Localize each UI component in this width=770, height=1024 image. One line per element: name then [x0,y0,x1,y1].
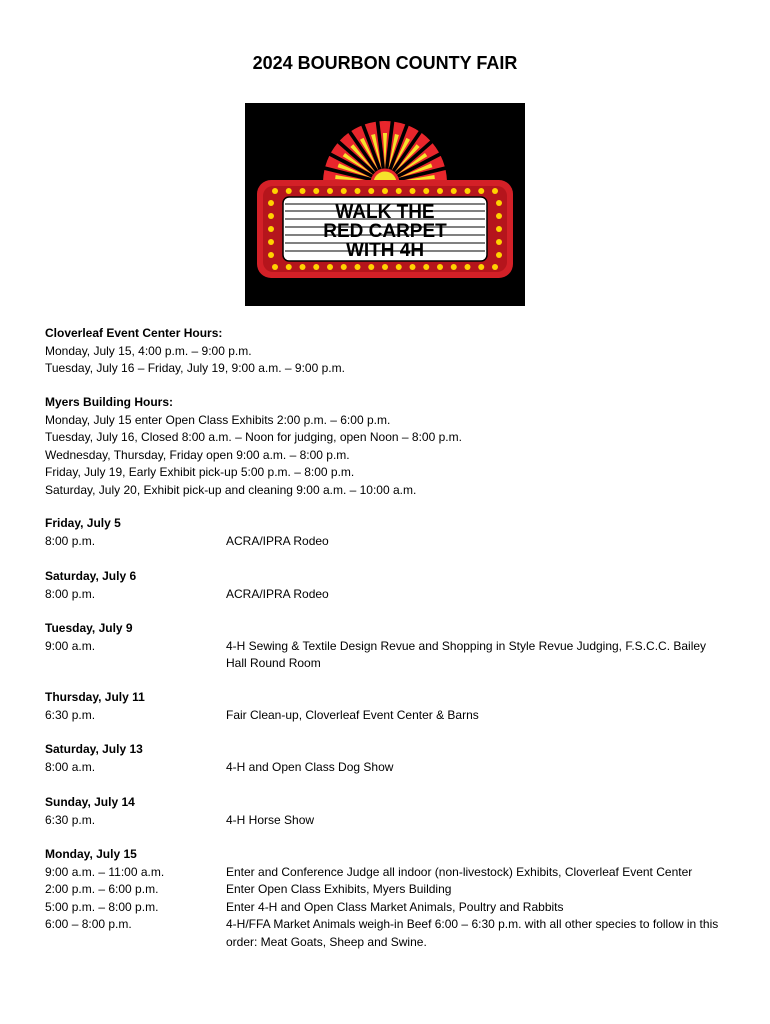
marquee-light [355,188,361,194]
event-time: 8:00 p.m. [45,586,96,601]
marquee-light [492,188,498,194]
event-description: 4-H Horse Show [226,812,315,827]
event-time: 8:00 p.m. [45,533,96,548]
marquee-light [341,188,347,194]
event-row [45,916,735,951]
marquee-light [327,188,333,194]
event-day-heading: Thursday, July 11 [45,690,145,704]
myers-hours-line: Friday, July 19, Early Exhibit pick-up 5:00 p.m. – 8:00 p.m. [45,465,355,479]
event-day-block [45,515,735,550]
event-time: 5:00 p.m. – 8:00 p.m. [45,899,159,914]
marquee-light [396,264,402,270]
marquee-light [268,252,274,258]
event-row [45,812,735,830]
marquee-light [496,252,502,258]
event-day-block [45,568,735,603]
event-time: 2:00 p.m. – 6:00 p.m. [45,882,159,896]
marquee-light [268,226,274,232]
event-day-block [45,794,735,829]
marquee-light [423,264,429,270]
marquee-light [268,239,274,245]
marquee-light [341,264,347,270]
event-time: 9:00 a.m. [45,638,96,653]
event-description: 4-H Sewing & Textile Design Revue and Shopping in Style Revue Judging, F.S.C.C. Bailey Hall Round Room [226,638,707,670]
event-row [45,586,735,604]
event-row [45,899,735,917]
event-description: Enter and Conference Judge all indoor (non-livestock) Exhibits, Cloverleaf Event Center [226,864,693,879]
marquee-light [451,264,457,270]
event-time: 8:00 a.m. [45,759,96,774]
page-title: 2024 BOURBON COUNTY FAIR [252,53,518,73]
event-day-block [45,741,735,776]
event-description: Fair Clean-up, Cloverleaf Event Center & Barns [226,707,479,722]
marquee-light [368,188,374,194]
event-day-block [45,846,735,951]
marquee-light [465,264,471,270]
marquee-light [382,188,388,194]
marquee-light [286,264,292,270]
event-row [45,759,735,777]
cloverleaf-hours-line: Tuesday, July 16 – Friday, July 19, 9:00 a.m. – 9:00 p.m. [45,361,345,375]
marquee-light [410,264,416,270]
marquee-light [496,239,502,245]
marquee-light [410,188,416,194]
marquee-light [300,188,306,194]
walk-the-red-carpet-logo [245,103,525,306]
event-time: 6:30 p.m. [45,707,96,722]
marquee-light [496,200,502,206]
marquee-light [368,264,374,270]
marquee-light [286,188,292,194]
event-description: Enter 4-H and Open Class Market Animals, Poultry and Rabbits [226,899,564,914]
marquee-light [268,200,274,206]
event-time: 6:30 p.m. [45,812,96,827]
event-day-heading: Friday, July 5 [45,516,121,530]
logo-line-1: WALK THE [335,202,435,223]
marquee-light [300,264,306,270]
event-row [45,533,735,551]
marquee-light [396,188,402,194]
myers-hours-line: Saturday, July 20, Exhibit pick-up and cleaning 9:00 a.m. – 10:00 a.m. [45,482,417,497]
marquee-light [272,264,278,270]
marquee-light [327,264,333,270]
myers-heading: Myers Building Hours: [45,395,174,409]
marquee-light [437,264,443,270]
marquee-light [313,188,319,194]
event-time: 9:00 a.m. – 11:00 a.m. [45,864,165,879]
myers-hours-line: Wednesday, Thursday, Friday open 9:00 a.m. – 8:00 p.m. [45,447,350,462]
marquee-light [437,188,443,194]
event-description: 4-H and Open Class Dog Show [226,759,394,774]
cloverleaf-hours-section [45,325,735,378]
marquee-light [272,188,278,194]
event-day-heading: Monday, July 15 [45,847,137,861]
marquee-light [492,264,498,270]
event-description: 4-H/FFA Market Animals weigh-in Beef 6:00 – 6:30 p.m. with all other species to follow in this order: Meat Goats, Sheep and Swine. [226,917,719,949]
event-row [45,864,735,882]
marquee-light [423,188,429,194]
marquee-light [355,264,361,270]
event-day-block [45,689,735,724]
marquee-light [496,226,502,232]
marquee-light [465,188,471,194]
marquee-light [268,213,274,219]
event-row [45,638,735,673]
logo-line-3: WITH 4H [345,240,425,261]
marquee-light [382,264,388,270]
cloverleaf-heading: Cloverleaf Event Center Hours: [45,326,223,340]
event-day-heading: Saturday, July 6 [45,569,137,583]
event-description: ACRA/IPRA Rodeo [226,533,329,548]
event-description: ACRA/IPRA Rodeo [226,586,329,601]
marquee-logo-graphic [245,103,525,306]
marquee-light [313,264,319,270]
marquee-light [451,188,457,194]
logo-line-2: RED CARPET [323,221,447,242]
myers-hours-section [45,394,735,499]
event-row [45,707,735,725]
cloverleaf-hours-line: Monday, July 15, 4:00 p.m. – 9:00 p.m. [45,343,252,358]
myers-hours-line: Tuesday, July 16, Closed 8:00 a.m. – Noon for judging, open Noon – 8:00 p.m. [45,430,462,444]
event-day-heading: Saturday, July 13 [45,742,143,756]
marquee-light [478,264,484,270]
event-time: 6:00 – 8:00 p.m. [45,917,132,931]
myers-hours-line: Monday, July 15 enter Open Class Exhibits 2:00 p.m. – 6:00 p.m. [45,412,391,427]
marquee-light [496,213,502,219]
event-row [45,881,735,899]
event-day-heading: Tuesday, July 9 [45,621,133,635]
event-day-block [45,620,735,673]
marquee-light [478,188,484,194]
event-day-heading: Sunday, July 14 [45,795,135,809]
event-description: Enter Open Class Exhibits, Myers Building [226,882,452,896]
